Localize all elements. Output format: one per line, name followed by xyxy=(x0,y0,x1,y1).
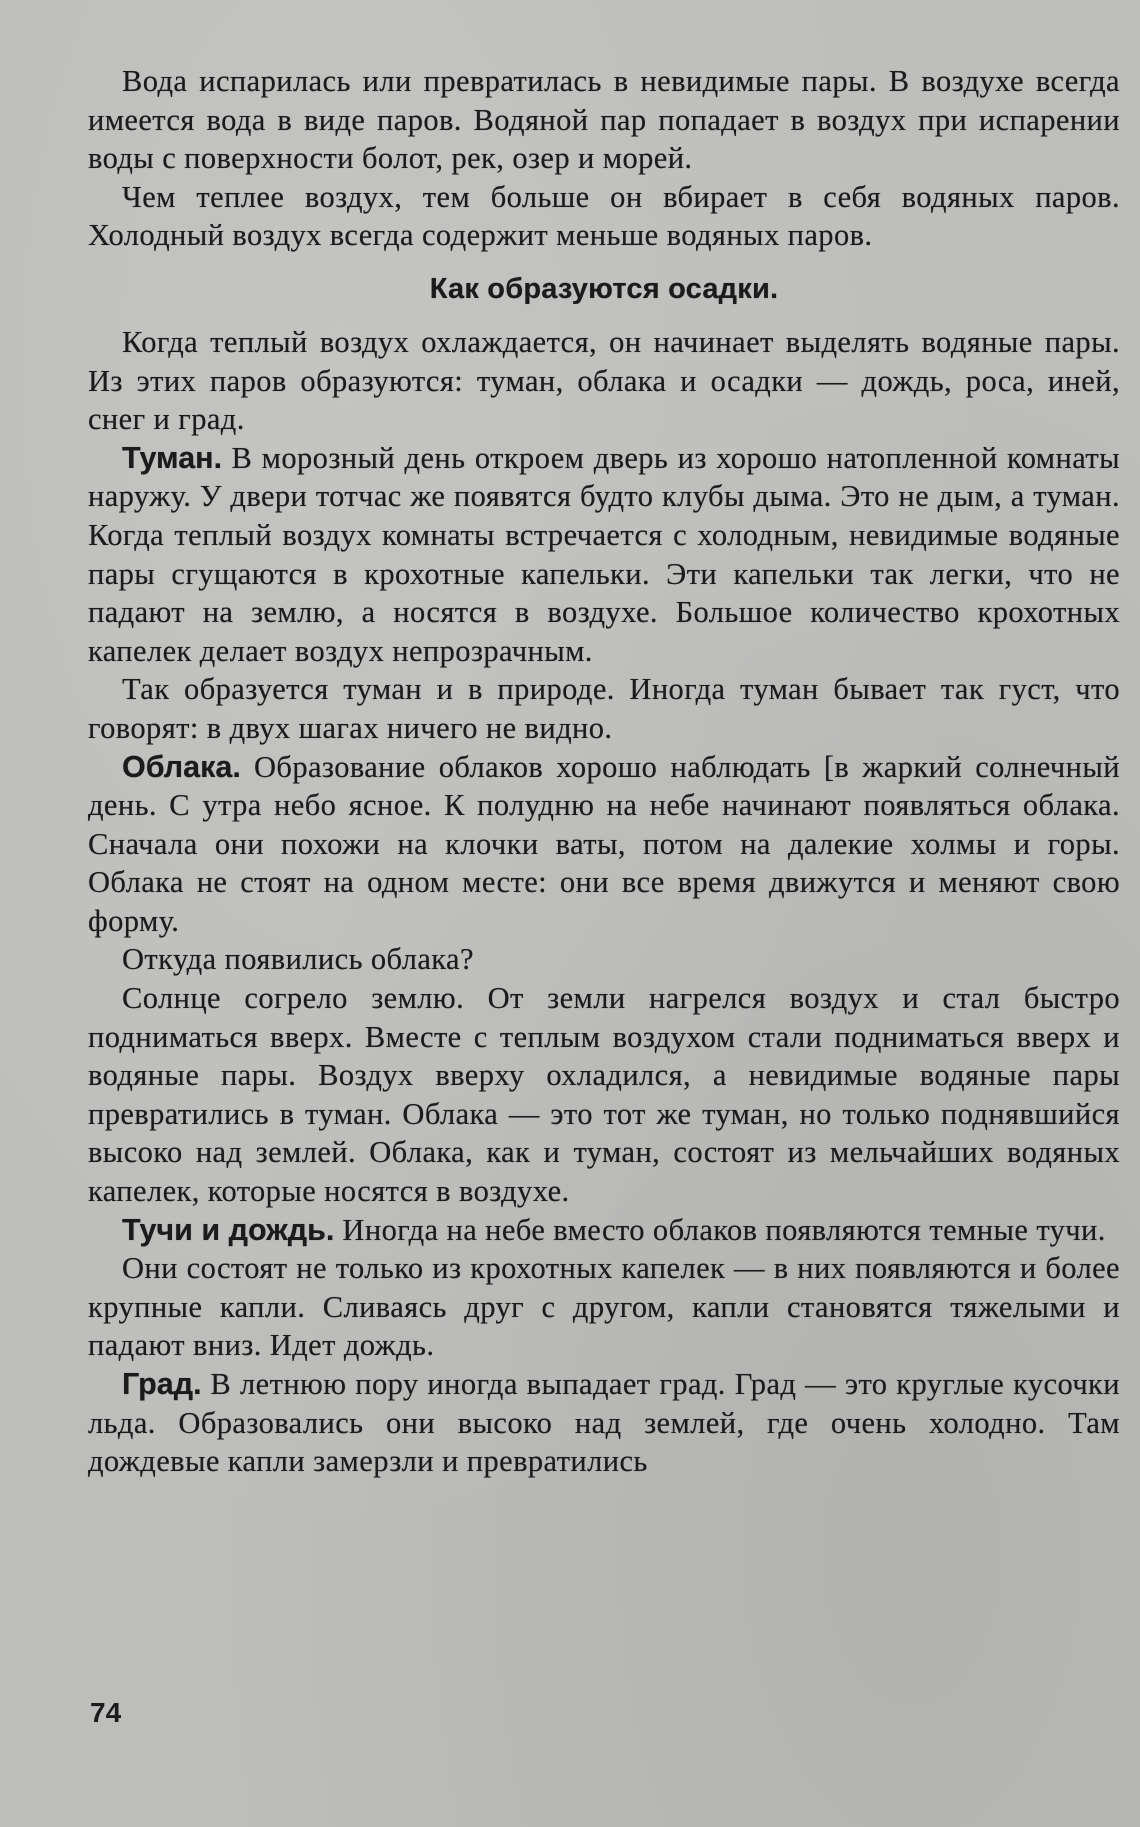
page-number: 74 xyxy=(90,1697,122,1728)
paragraph-text: Так образуется туман и в природе. Иногда туман бывает так густ, что говорят: в двух шагах ничего не видно. xyxy=(88,672,1120,745)
paragraph-lead: Град. xyxy=(122,1367,202,1401)
paragraph-text: Вода испарилась или превратилась в невидимые пары. В воздухе всегда имеется вода в виде паров. Водяной пар попадает в воздух при испарении воды с поверхности болот, рек, озер и морей. xyxy=(88,64,1120,176)
paragraph-text: Они состоят не только из крохотных капелек — в них появляются и более крупные капли. Сливаясь друг с другом, капли становятся тяжелыми и падают вниз. Идет дождь. xyxy=(88,1251,1120,1363)
paragraph-text: Иногда на небе вместо облаков появляются темные тучи. xyxy=(334,1212,1106,1247)
paragraph-text: Чем теплее воздух, тем больше он вбирает в себя водяных паров. Холодный воздух всегда содержит меньше водяных паров. xyxy=(88,179,1120,253)
paragraph-lead: Туман. xyxy=(122,440,223,475)
paragraph-text: В летнюю пору иногда выпадает град. Град — это круглые кусочки льда. Образовались они высоко над землей, где очень холодно. Там дождевые капли замерзли и превратились xyxy=(88,1367,1120,1479)
section-heading: Как образуются осадки. xyxy=(429,272,779,305)
paragraph-fog xyxy=(88,439,1120,671)
paragraph-water-vapor xyxy=(88,62,1120,178)
paragraph-intro xyxy=(88,323,1120,439)
paragraph-question xyxy=(88,940,1120,979)
paragraph-hail xyxy=(88,1365,1120,1481)
page-text xyxy=(88,62,1120,1481)
paragraph-rain-clouds xyxy=(88,1211,1120,1250)
paragraph-warm-air xyxy=(88,178,1120,255)
paragraph-clouds xyxy=(88,748,1120,941)
paragraph-rain xyxy=(88,1249,1120,1365)
paragraph-text: В морозный день откроем дверь из хорошо натопленной комнаты наружу. У двери тотчас же появятся будто клубы дыма. Это не дым, а туман. Когда теплый воздух комнаты встречается с холодным, невидимые водяные пары сгущаются в крохотные капельки. Эти капельки так легки, что не падают на землю, а носятся в воздухе. Большое количество крохотных капелек делает воздух непрозрачным. xyxy=(88,440,1120,668)
paragraph-text: Образование облаков хорошо наблюдать [в жаркий солнечный день. С утра небо ясное. К полудню на небе начинают появляться облака. Сначала они похожи на клочки ваты, потом на далекие холмы и горы. Облака не стоят на одном месте: они все время движутся и меняют свою форму. xyxy=(88,749,1120,938)
paragraph-cloud-formation xyxy=(88,979,1120,1211)
paragraph-text: Когда теплый воздух охлаждается, он начинает выделять водяные пары. Из этих паров образуются: туман, облака и осадки — дождь, роса, иней, снег и град. xyxy=(88,324,1120,437)
paragraph-lead: Облака. xyxy=(122,749,241,784)
paragraph-text: Откуда появились облака? xyxy=(122,942,474,977)
paragraph-lead: Тучи и дождь. xyxy=(122,1212,335,1247)
paragraph-fog-nature xyxy=(88,670,1120,747)
paragraph-text: Солнце согрело землю. От земли нагрелся воздух и стал быстро подниматься вверх. Вместе с теплым воздухом стали подниматься вверх и водяные пары. Воздух вверху охладился, а невидимые водяные пары превратились в туман. Облака — это тот же туман, но только поднявшийся высоко над землей. Облака, как и туман, состоят из мельчайших водяных капелек, которые носятся в воздухе. xyxy=(88,981,1120,1209)
